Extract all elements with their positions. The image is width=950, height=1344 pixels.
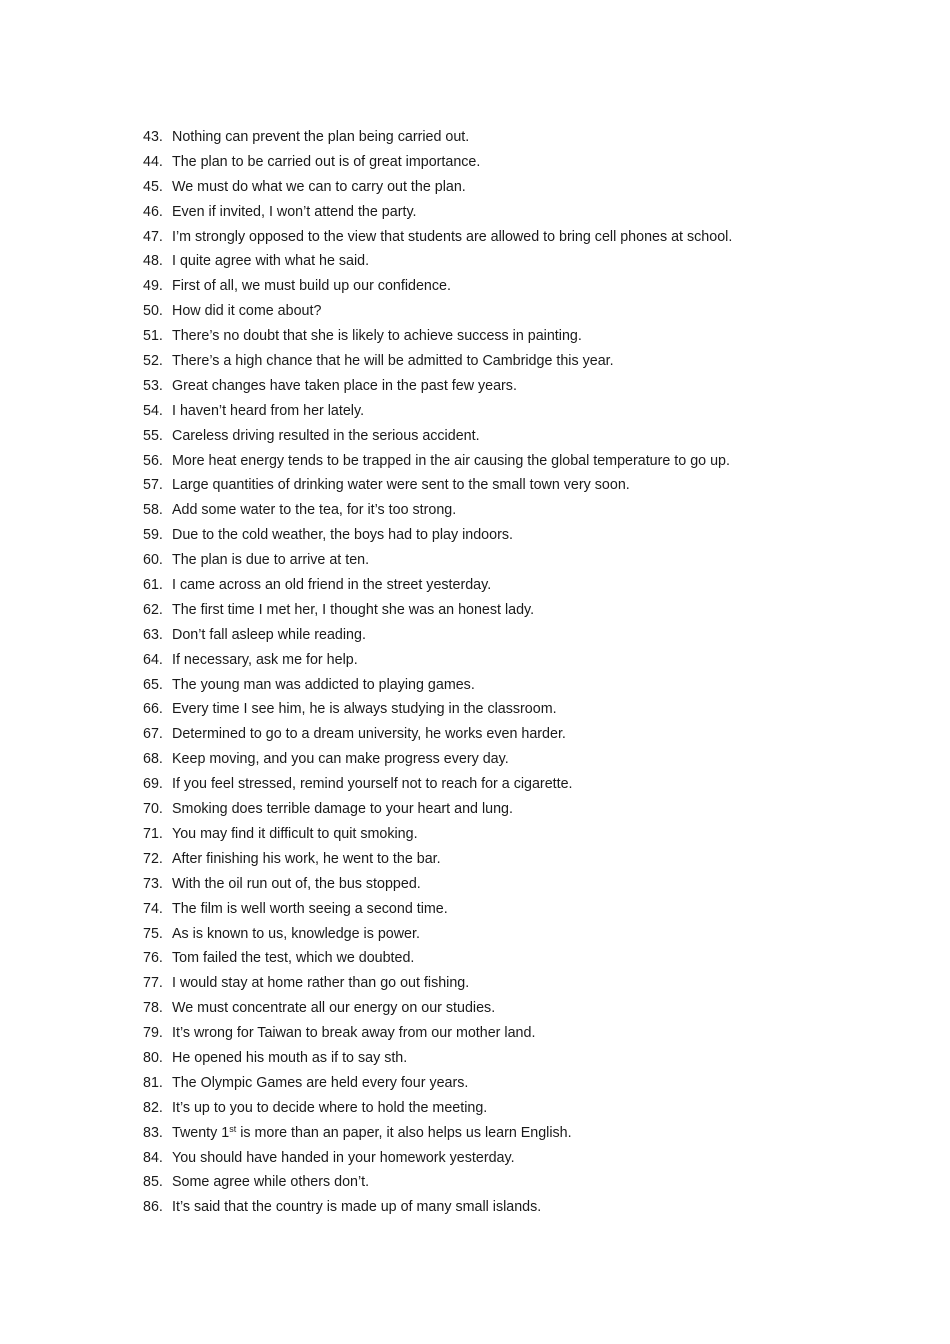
sentence-text: Tom failed the test, which we doubted. [172,950,415,967]
sentence-item [143,922,903,947]
sentence-number: 43. [143,129,163,145]
sentence-item [143,424,903,449]
sentence-number: 46. [143,203,163,220]
sentence-item [143,598,903,623]
sentence-number: 54. [143,402,163,419]
sentence-text: Don’t fall asleep while reading. [172,626,366,643]
sentence-number: 84. [143,1149,163,1166]
sentence-item [143,225,903,250]
sentence-number: 52. [143,353,163,370]
sentence-text: If necessary, ask me for help. [172,651,358,668]
sentence-number: 68. [143,751,163,768]
sentence-number: 47. [143,228,163,245]
sentence-item [143,125,903,150]
sentence-text: Some agree while others don’t. [172,1174,370,1191]
sentence-item [143,299,903,324]
sentence-number: 64. [143,651,163,668]
sentence-item [143,847,903,872]
sentence-text: It’s wrong for Taiwan to break away from our mother land. [172,1025,536,1042]
sentence-item [143,1021,903,1046]
sentence-number: 78. [143,1000,163,1017]
sentence-text: With the oil run out of, the bus stopped. [172,875,421,892]
sentence-text: If you feel stressed, remind yourself not to reach for a cigarette. [172,776,573,793]
sentence-item [143,274,903,299]
sentence-item [143,996,903,1021]
sentence-number: 48. [143,253,163,270]
sentence-item [143,573,903,598]
sentence-text: Even if invited, I won’t attend the party. [172,203,417,220]
sentence-text: The young man was addicted to playing games. [172,676,475,693]
sentence-text: I quite agree with what he said. [172,253,370,270]
sentence-text-part: is more than an paper, it also helps us learn English. [236,1124,572,1141]
sentence-number: 60. [143,552,163,569]
sentence-number: 45. [143,178,163,195]
sentence-item [143,175,903,200]
sentence-text: We must do what we can to carry out the plan. [172,178,466,195]
sentence-text: More heat energy tends to be trapped in the air causing the global temperature to go up. [172,452,730,469]
sentence-number: 69. [143,776,163,793]
sentence-list [143,125,903,1220]
sentence-text: First of all, we must build up our confidence. [172,278,451,295]
sentence-number: 65. [143,676,163,693]
sentence-item [143,872,903,897]
sentence-text: The plan to be carried out is of great importance. [172,153,481,170]
sentence-item [143,548,903,573]
sentence-number: 85. [143,1174,163,1191]
sentence-text: Large quantities of drinking water were sent to the small town very soon. [172,477,630,494]
sentence-text: Great changes have taken place in the past few years. [172,377,517,394]
sentence-item [143,1071,903,1096]
sentence-item [143,399,903,424]
sentence-number: 71. [143,825,163,842]
sentence-item [143,449,903,474]
sentence-text: Due to the cold weather, the boys had to play indoors. [172,527,513,544]
sentence-number: 76. [143,950,163,967]
sentence-number: 50. [143,303,163,320]
sentence-text: I came across an old friend in the street yesterday. [172,577,492,594]
sentence-text: How did it come about? [172,303,322,320]
sentence-text: Add some water to the tea, for it’s too strong. [172,502,457,519]
sentence-number: 59. [143,527,163,544]
sentence-text: Every time I see him, he is always studying in the classroom. [172,701,557,718]
sentence-number: 55. [143,427,163,444]
sentence-text: You should have handed in your homework yesterday. [172,1149,515,1166]
sentence-item [143,797,903,822]
sentence-number: 49. [143,278,163,295]
sentence-text: Keep moving, and you can make progress every day. [172,751,509,768]
sentence-text: It’s up to you to decide where to hold the meeting. [172,1099,488,1116]
sentence-number: 83. [143,1124,163,1141]
sentence-number: 80. [143,1049,163,1066]
sentence-text: The film is well worth seeing a second time. [172,900,448,917]
sentence-text: I haven’t heard from her lately. [172,402,365,419]
sentence-number: 58. [143,502,163,519]
sentence-number: 67. [143,726,163,743]
sentence-item [143,1146,903,1171]
sentence-item [143,324,903,349]
sentence-text: I would stay at home rather than go out fishing. [172,975,470,992]
sentence-text: Careless driving resulted in the serious accident. [172,427,480,444]
sentence-item [143,349,903,374]
sentence-text-part: Twenty 1 [172,1124,230,1141]
sentence-item [143,200,903,225]
sentence-item [143,1170,903,1195]
sentence-item [143,946,903,971]
sentence-text: You may find it difficult to quit smoking. [172,825,418,842]
sentence-number: 81. [143,1074,163,1091]
sentence-number: 82. [143,1099,163,1116]
sentence-number: 77. [143,975,163,992]
sentence-text: Determined to go to a dream university, he works even harder. [172,726,566,743]
sentence-number: 53. [143,377,163,394]
sentence-number: 79. [143,1025,163,1042]
sentence-item [143,897,903,922]
sentence-number: 86. [143,1199,163,1216]
sentence-item [143,648,903,673]
sentence-text: I’m strongly opposed to the view that students are allowed to bring cell phones at school. [172,228,733,245]
sentence-item [143,374,903,399]
sentence-item [143,1121,903,1146]
sentence-item [143,1096,903,1121]
sentence-text: He opened his mouth as if to say sth. [172,1049,408,1066]
sentence-number: 61. [143,577,163,594]
sentence-text: There’s a high chance that he will be admitted to Cambridge this year. [172,353,614,370]
sentence-item [143,822,903,847]
sentence-text: The first time I met her, I thought she was an honest lady. [172,601,535,618]
sentence-number: 74. [143,900,163,917]
sentence-text: As is known to us, knowledge is power. [172,925,420,942]
sentence-item [143,1195,903,1220]
sentence-number: 63. [143,626,163,643]
sentence-item [143,150,903,175]
sentence-item [143,673,903,698]
sentence-number: 44. [143,153,163,170]
sentence-item [143,473,903,498]
sentence-text: The Olympic Games are held every four years. [172,1074,469,1091]
sentence-text: There’s no doubt that she is likely to achieve success in painting. [172,328,582,345]
sentence-number: 56. [143,452,163,469]
sentence-number: 73. [143,875,163,892]
sentence-text: We must concentrate all our energy on our studies. [172,1000,496,1017]
sentence-text: Smoking does terrible damage to your heart and lung. [172,801,513,818]
sentence-number: 57. [143,477,163,494]
sentence-text: It’s said that the country is made up of many small islands. [172,1199,542,1216]
sentence-item [143,971,903,996]
sentence-text: The plan is due to arrive at ten. [172,552,370,569]
sentence-item [143,523,903,548]
sentence-text: Nothing can prevent the plan being carried out. [172,129,470,145]
sentence-item [143,722,903,747]
sentence-item [143,772,903,797]
sentence-item [143,697,903,722]
sentence-number: 51. [143,328,163,345]
sentence-number: 75. [143,925,163,942]
sentence-number: 66. [143,701,163,718]
sentence-number: 72. [143,850,163,867]
sentence-number: 70. [143,801,163,818]
superscript-text: st [229,1123,237,1134]
sentence-item [143,623,903,648]
sentence-item [143,1046,903,1071]
sentence-item [143,249,903,274]
sentence-number: 62. [143,601,163,618]
sentence-item [143,498,903,523]
sentence-text: After finishing his work, he went to the bar. [172,850,441,867]
sentence-item [143,747,903,772]
sentence-text [172,1121,903,1146]
